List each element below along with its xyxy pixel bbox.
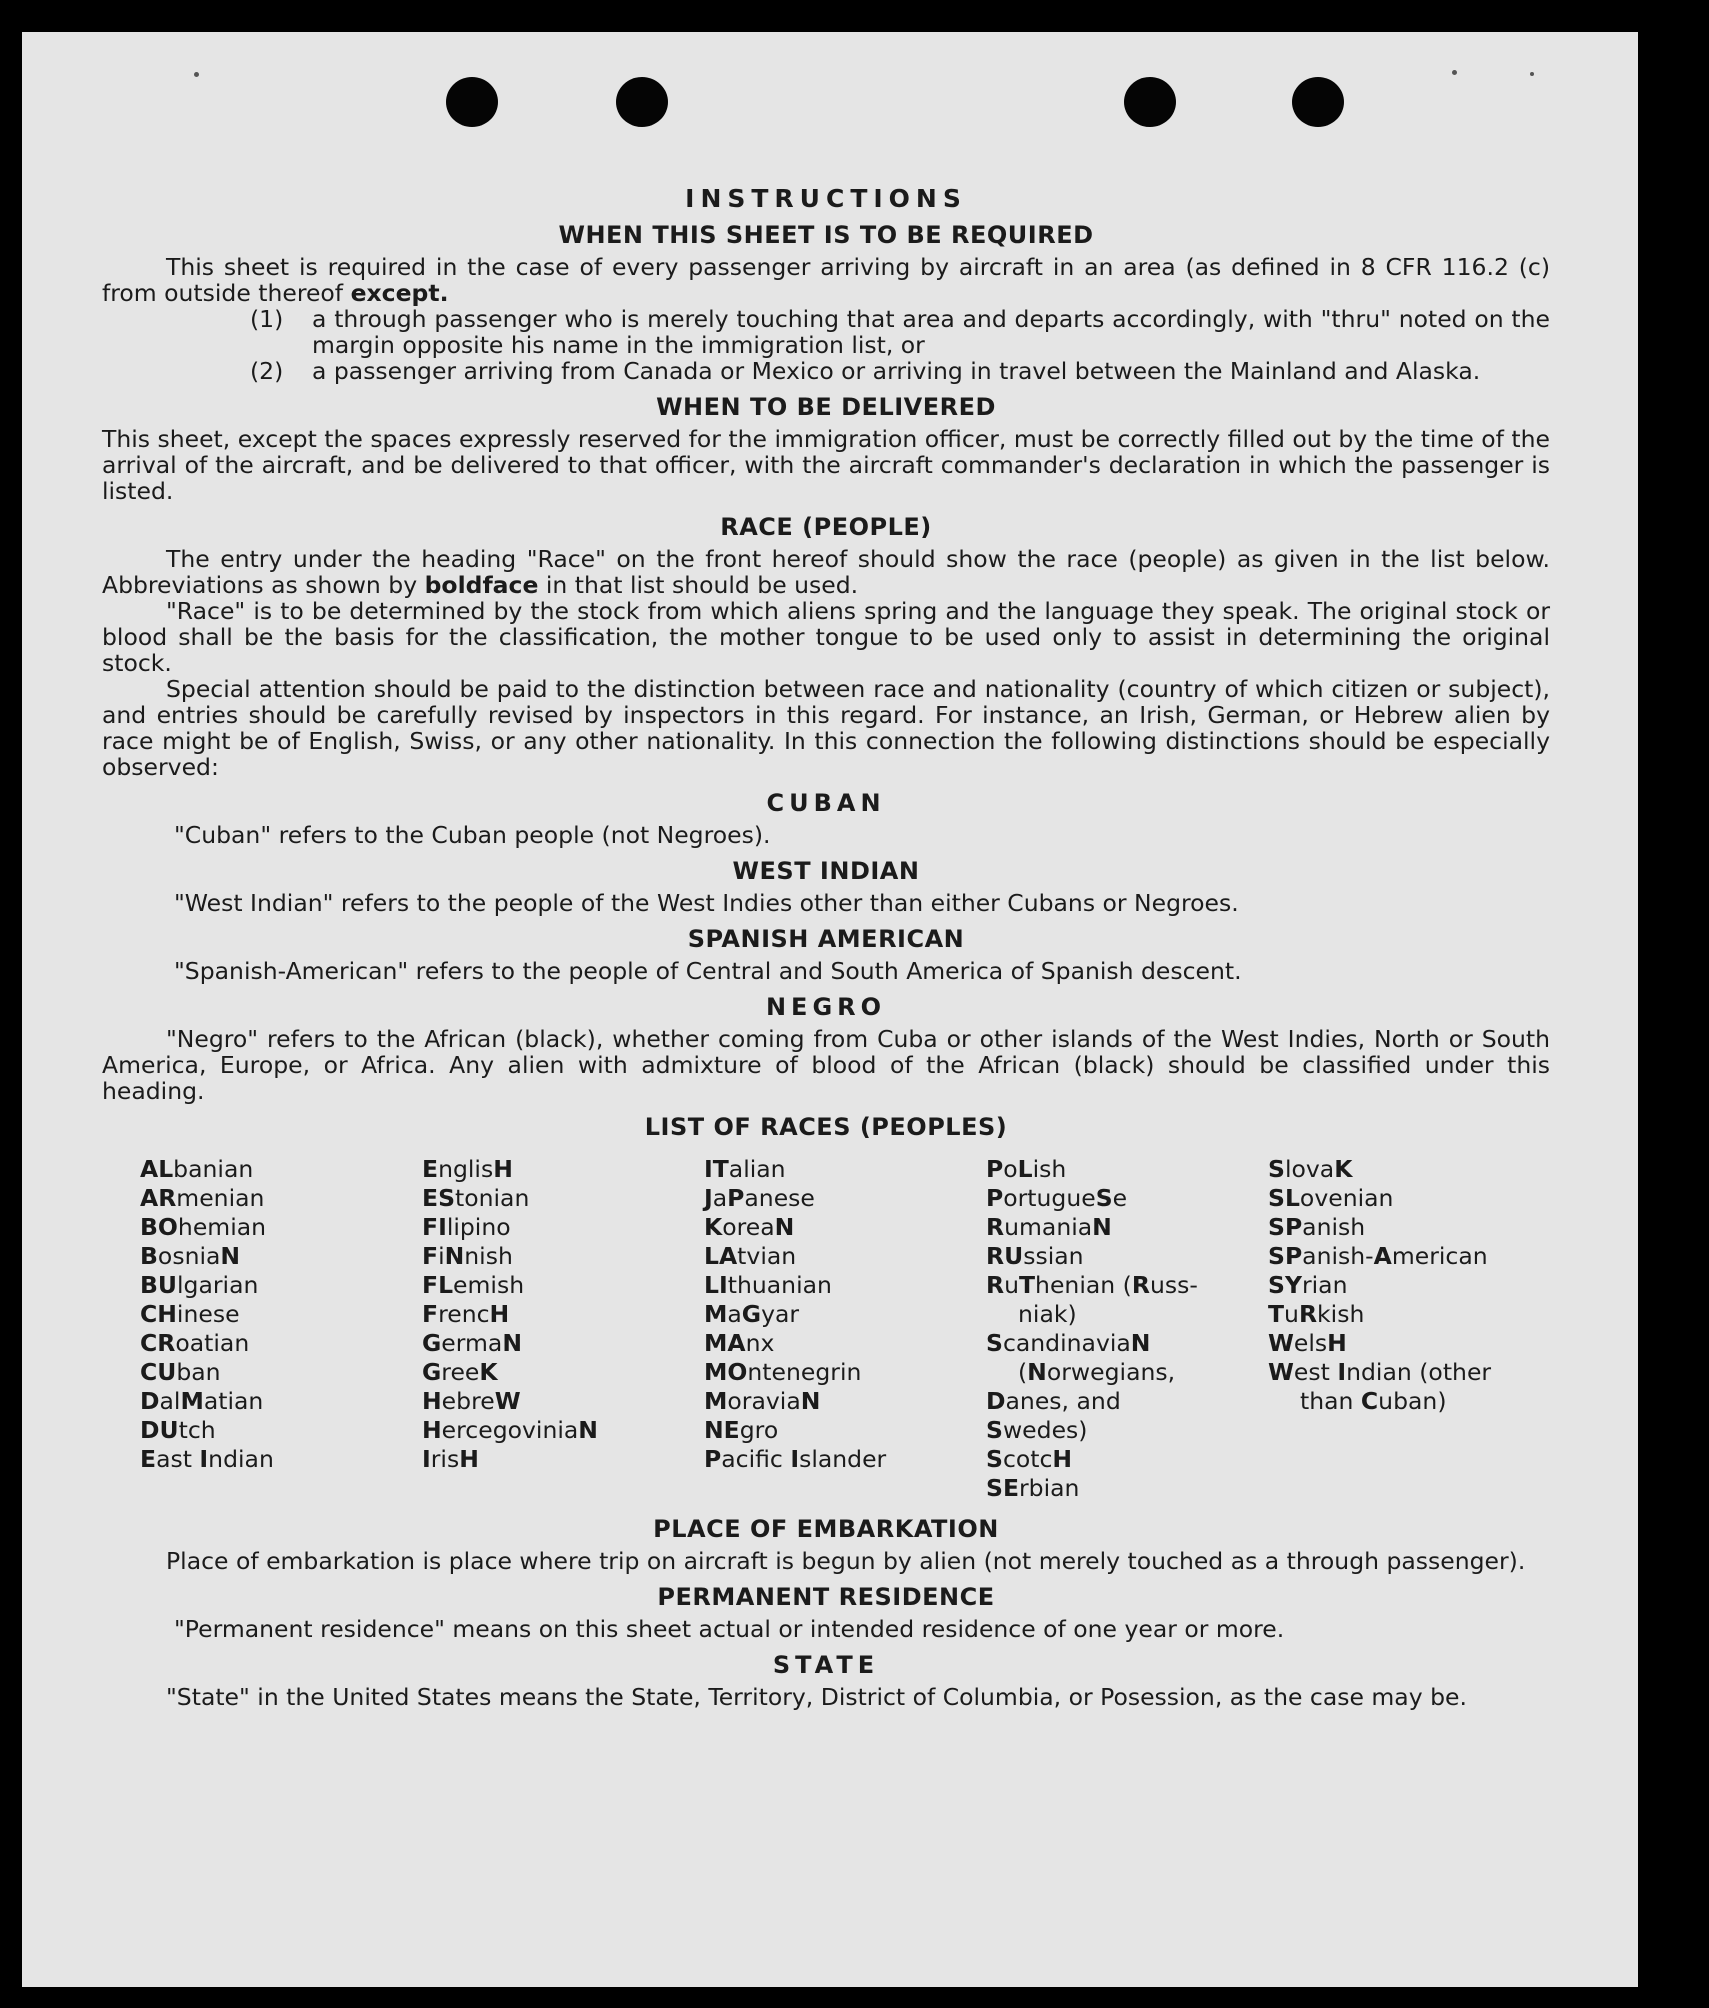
heading-when-delivered: WHEN TO BE DELIVERED (656, 393, 996, 421)
race-item: SPanish (1268, 1213, 1366, 1241)
race-item: FiNnish (422, 1242, 513, 1270)
race-item: Danes, and (986, 1387, 1121, 1415)
paragraph-when-delivered: This sheet, except the spaces expressly reserved for the immigration officer, must be correctly filled out by the time of the arrival of the aircraft, and be delivered to that officer, with the aircraft commander's declaration in which the passenger is listed. (102, 425, 1550, 505)
race-item: West Indian (other (1268, 1358, 1492, 1386)
races-column (1268, 1156, 1550, 1504)
race-item: (Norwegians, (1018, 1358, 1176, 1386)
race-item: SYrian (1268, 1271, 1348, 1299)
race-item: NEgro (704, 1416, 779, 1444)
race-item: ScandinaviaN (986, 1329, 1151, 1357)
race-item: RumaniaN (986, 1213, 1112, 1241)
race-item: HercegoviniaN (422, 1416, 598, 1444)
paragraph-when-required: This sheet is required in the case of every passenger arriving by aircraft in an area (as defined in 8 CFR 116.2 (c) from outside thereof except. (102, 253, 1550, 307)
race-item: CUban (140, 1358, 221, 1386)
paragraph-residence: "Permanent residence" means on this sheet actual or intended residence of one year or more. (174, 1615, 1285, 1643)
race-item: SPanish-American (1268, 1242, 1488, 1270)
races-list (140, 1156, 1550, 1504)
race-item: ALbanian (140, 1155, 254, 1183)
paragraph-embarkation: Place of embarkation is place where trip on aircraft is begun by alien (not merely touched as a through passenger). (166, 1547, 1526, 1575)
race-item: JaPanese (704, 1184, 815, 1212)
heading-when-required: WHEN THIS SHEET IS TO BE REQUIRED (558, 221, 1094, 249)
paragraph-state: "State" in the United States means the State, Territory, District of Columbia, or Posession, as the case may be. (166, 1683, 1467, 1711)
races-column (140, 1156, 422, 1504)
race-item: RUssian (986, 1242, 1084, 1270)
race-item: GermaN (422, 1329, 522, 1357)
race-item: HebreW (422, 1387, 521, 1415)
race-item: WelsH (1268, 1329, 1347, 1357)
race-item: MoraviaN (704, 1387, 821, 1415)
race-item: East Indian (140, 1445, 274, 1473)
punch-hole (1292, 77, 1344, 127)
race-item: than Cuban) (1300, 1387, 1447, 1415)
race-item: RuThenian (Russ- (986, 1271, 1198, 1299)
heading-spanish-american: SPANISH AMERICAN (687, 925, 965, 953)
heading-residence: PERMANENT RESIDENCE (657, 1583, 995, 1611)
page-title: INSTRUCTIONS (685, 184, 967, 213)
paragraph-cuban: "Cuban" refers to the Cuban people (not Negroes). (174, 821, 771, 849)
race-item: BOhemian (140, 1213, 267, 1241)
paragraph-race-2: "Race" is to be determined by the stock from which aliens spring and the language they speak. The original stock or blood shall be the basis for the classification, the mother tongue to be used only to assist in determining the original stock. (102, 597, 1550, 677)
race-item: FrencH (422, 1300, 510, 1328)
race-item: SlovaK (1268, 1155, 1353, 1183)
race-item: CRoatian (140, 1329, 250, 1357)
race-item: EnglisH (422, 1155, 513, 1183)
punch-hole (616, 77, 668, 127)
race-item: Swedes) (986, 1416, 1088, 1444)
race-item: PoLish (986, 1155, 1067, 1183)
race-item: IrisH (422, 1445, 479, 1473)
paragraph-west-indian: "West Indian" refers to the people of the West Indies other than either Cubans or Negroes. (174, 889, 1239, 917)
race-item: CHinese (140, 1300, 240, 1328)
race-item: LAtvian (704, 1242, 797, 1270)
heading-state: STATE (772, 1651, 880, 1679)
race-item: niak) (1018, 1300, 1077, 1328)
paragraph-negro: "Negro" refers to the African (black), whether coming from Cuba or other islands of the West Indies, North or South America, Europe, or Africa. Any alien with admixture of blood of the African (black) should be classified under this heading. (102, 1025, 1550, 1105)
race-item: MAnx (704, 1329, 775, 1357)
race-item: ITalian (704, 1155, 786, 1183)
race-item: TuRkish (1268, 1300, 1365, 1328)
race-item: FIlipino (422, 1213, 511, 1241)
speck (1530, 72, 1534, 76)
race-item: BUlgarian (140, 1271, 259, 1299)
document-page (22, 32, 1638, 1987)
race-item: ScotcH (986, 1445, 1073, 1473)
heading-list-of-races: LIST OF RACES (PEOPLES) (644, 1113, 1008, 1141)
races-column (986, 1156, 1268, 1504)
heading-cuban: CUBAN (766, 789, 886, 817)
list-item: (2) a passenger arriving from Canada or Mexico or arriving in travel between the Mainland and Alaska. (250, 357, 1481, 385)
speck (194, 72, 199, 77)
races-column (422, 1156, 704, 1504)
race-item: MOntenegrin (704, 1358, 862, 1386)
race-item: DUtch (140, 1416, 216, 1444)
race-item: FLemish (422, 1271, 525, 1299)
race-item: MaGyar (704, 1300, 800, 1328)
race-item: EStonian (422, 1184, 530, 1212)
race-item: PortugueSe (986, 1184, 1128, 1212)
paragraph-spanish-american: "Spanish-American" refers to the people of Central and South America of Spanish descent. (174, 957, 1242, 985)
paragraph-race-1: The entry under the heading "Race" on the front hereof should show the race (people) as given in the list below. Abbreviations as shown by boldface in that list should be used. (102, 545, 1550, 599)
race-item: ARmenian (140, 1184, 265, 1212)
paragraph-race-3: Special attention should be paid to the distinction between race and nationality (country of which citizen or subject), and entries should be carefully revised by inspectors in this regard. For instance, an Irish, German, or Hebrew alien by race might be of English, Swiss, or any other nationality. In this connection the following distinctions should be especially observed: (102, 675, 1550, 781)
race-item: GreeK (422, 1358, 498, 1386)
race-item: SLovenian (1268, 1184, 1394, 1212)
speck (1452, 70, 1457, 75)
heading-race: RACE (PEOPLE) (720, 513, 932, 541)
race-item: KoreaN (704, 1213, 795, 1241)
race-item: BosniaN (140, 1242, 241, 1270)
heading-west-indian: WEST INDIAN (732, 857, 920, 885)
punch-hole (1124, 77, 1176, 127)
race-item: SErbian (986, 1474, 1080, 1502)
list-item: (1) a through passenger who is merely touching that area and departs accordingly, with "thru" noted on the margin opposite his name in the immigration list, or (250, 305, 1550, 359)
instructions-content (102, 180, 1550, 1710)
heading-negro: NEGRO (765, 993, 887, 1021)
race-item: DalMatian (140, 1387, 264, 1415)
races-column (704, 1156, 986, 1504)
race-item: Pacifc Islander (704, 1445, 887, 1473)
punch-hole (446, 77, 498, 127)
race-item: LIthuanian (704, 1271, 832, 1299)
heading-embarkation: PLACE OF EMBARKATION (653, 1515, 999, 1543)
